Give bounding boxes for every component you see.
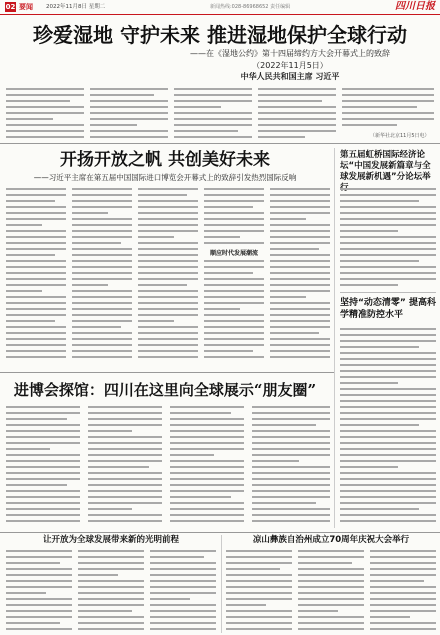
third-body-col-3 bbox=[170, 406, 244, 526]
inline-subhead-1: 顺应时代发展潮流 bbox=[209, 250, 258, 257]
newspaper-logo: 四川日报 bbox=[395, 1, 435, 12]
third-body-col-4 bbox=[252, 406, 330, 526]
second-body-col-5 bbox=[270, 188, 330, 366]
third-body-col-1 bbox=[6, 406, 80, 526]
header-rule bbox=[0, 14, 440, 15]
footer-right-title: 凉山彝族自治州成立70周年庆祝大会举行 bbox=[252, 535, 410, 545]
lead-body-col-5 bbox=[342, 88, 434, 132]
second-headline: 开扬开放之帆 共创美好未来 bbox=[60, 150, 270, 170]
header-info: 新闻热线:028-86968652 责任编辑 bbox=[210, 4, 291, 10]
second-body-col-4-bottom bbox=[204, 260, 264, 366]
lead-body-col-2 bbox=[90, 88, 168, 140]
second-subtitle: ——习近平主席在第五届中国国际进口博览会开幕式上的致辞引发热烈国际反响 bbox=[33, 173, 297, 182]
lead-body-col-4 bbox=[258, 88, 336, 140]
second-body-col-2 bbox=[72, 188, 132, 366]
issue-date: 2022年11月8日 星期二 bbox=[46, 4, 106, 10]
page-header bbox=[0, 0, 440, 14]
footer-right-col-1 bbox=[226, 550, 292, 632]
section-name: 要闻 bbox=[19, 3, 33, 11]
side-article-1-title: 第五届虹桥国际经济论坛“中国发展新篇章与全球发展新机遇”分论坛举 bbox=[340, 150, 431, 182]
second-body-col-1 bbox=[6, 188, 66, 366]
side-article-2-title: 坚持“动态清零” 提高科学精准防控水平 bbox=[340, 298, 436, 320]
third-body-col-2 bbox=[88, 406, 162, 526]
second-body-col-4-top bbox=[204, 188, 264, 248]
footer-left-col-3 bbox=[150, 550, 216, 632]
footer-left-col-2 bbox=[78, 550, 144, 632]
footer-right-col-3 bbox=[370, 550, 436, 632]
third-headline: 进博会探馆：四川在这里向全球展示“朋友圈” bbox=[13, 381, 317, 399]
divider bbox=[0, 532, 440, 533]
footer-divider bbox=[221, 535, 222, 633]
footer-left-title: 让开放为全球发展带来新的光明前程 bbox=[42, 535, 179, 545]
footer-left-col-1 bbox=[6, 550, 72, 632]
divider bbox=[0, 372, 334, 373]
lead-subtitle: ——在《湿地公约》第十四届缔约方大会开幕式上的致辞 bbox=[190, 49, 390, 58]
lead-date-line: （2022年11月5日） bbox=[252, 61, 328, 70]
footer-right-col-2 bbox=[298, 550, 364, 632]
column-divider bbox=[334, 148, 335, 528]
side-article-2-body bbox=[340, 328, 436, 530]
lead-source: （新华社北京11月5日电） bbox=[370, 133, 430, 139]
lead-byline: 中华人民共和国主席 习近平 bbox=[240, 72, 340, 81]
second-body-col-3 bbox=[138, 188, 198, 366]
lead-body-col-3 bbox=[174, 88, 252, 140]
side-divider bbox=[340, 292, 436, 293]
divider bbox=[0, 143, 440, 144]
lead-body-col-1 bbox=[6, 88, 84, 140]
side-article-1-body bbox=[340, 188, 436, 288]
page-number-badge: 02 bbox=[5, 3, 16, 11]
lead-headline: 珍爱湿地 守护未来 推进湿地保护全球行动 bbox=[33, 23, 407, 47]
